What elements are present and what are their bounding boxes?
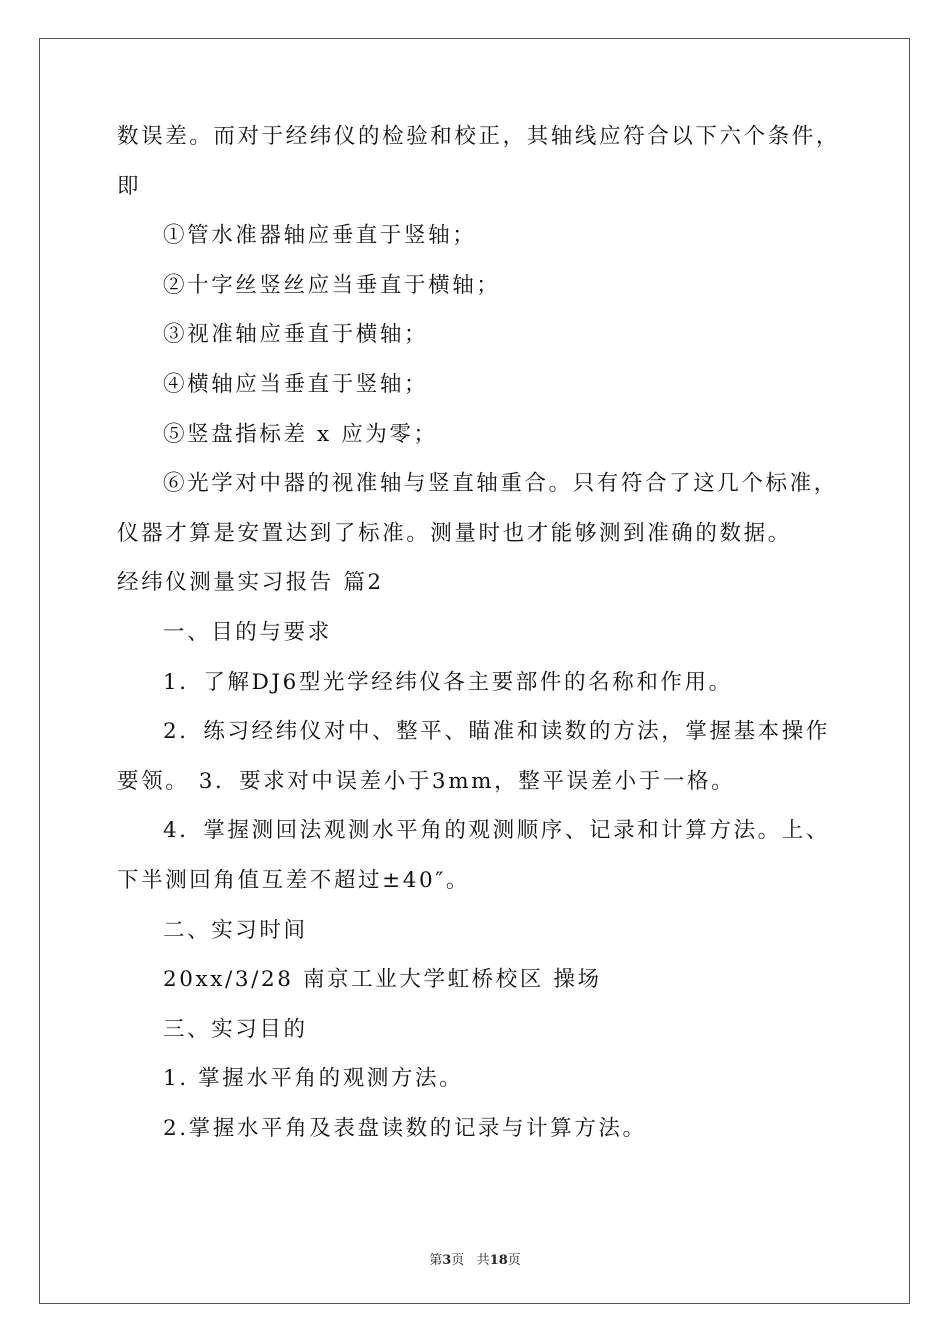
footer-total-suffix: 页 — [507, 1253, 521, 1268]
text-line: 三、实习目的 — [163, 1016, 308, 1042]
text-line: 2．练习经纬仪对中、整平、瞄准和读数的方法，掌握基本操作 — [163, 719, 830, 745]
text-line: 经纬仪测量实习报告 篇2 — [117, 570, 384, 596]
footer-total-prefix: 共 — [476, 1253, 490, 1268]
document-body — [117, 124, 841, 1165]
text-line: 即 — [117, 173, 142, 199]
page-footer — [0, 1249, 950, 1268]
text-line: 2.掌握水平角及表盘读数的记录与计算方法。 — [163, 1115, 647, 1141]
text-line: 1．了解DJ6型光学经纬仪各主要部件的名称和作用。 — [163, 669, 733, 695]
text-line: 1. 掌握水平角的观测方法。 — [163, 1066, 464, 1092]
text-line: ③视准轴应垂直于横轴； — [163, 322, 429, 348]
text-line: 一、目的与要求 — [163, 619, 332, 645]
text-line: 20xx/3/28 南京工业大学虹桥校区 操场 — [163, 967, 602, 993]
footer-prefix: 第 — [429, 1253, 443, 1268]
footer-total-pages: 18 — [489, 1253, 508, 1268]
text-line: ⑥光学对中器的视准轴与竖直轴重合。只有符合了这几个标准， — [163, 471, 838, 497]
text-line: 下半测回角值互差不超过±40″。 — [117, 867, 471, 893]
footer-page-suffix: 页 — [451, 1253, 465, 1268]
text-line: 数误差。而对于经纬仪的检验和校正，其轴线应符合以下六个条件， — [117, 124, 841, 149]
text-line: 要领。 3．要求对中误差小于3mm，整平误差小于一格。 — [117, 768, 736, 794]
text-line: ④横轴应当垂直于竖轴； — [163, 371, 429, 397]
footer-current-page: 3 — [442, 1253, 452, 1268]
text-line: 二、实习时间 — [163, 917, 308, 943]
text-line: 仪器才算是安置达到了标准。测量时也才能够测到准确的数据。 — [117, 520, 792, 546]
text-line: ①管水准器轴应垂直于竖轴； — [163, 223, 477, 249]
text-line: ⑤竖盘指标差 x 应为零； — [163, 421, 438, 447]
text-line: ②十字丝竖丝应当垂直于横轴； — [163, 272, 501, 298]
text-line: 4．掌握测回法观测水平角的观测顺序、记录和计算方法。上、 — [163, 818, 830, 844]
